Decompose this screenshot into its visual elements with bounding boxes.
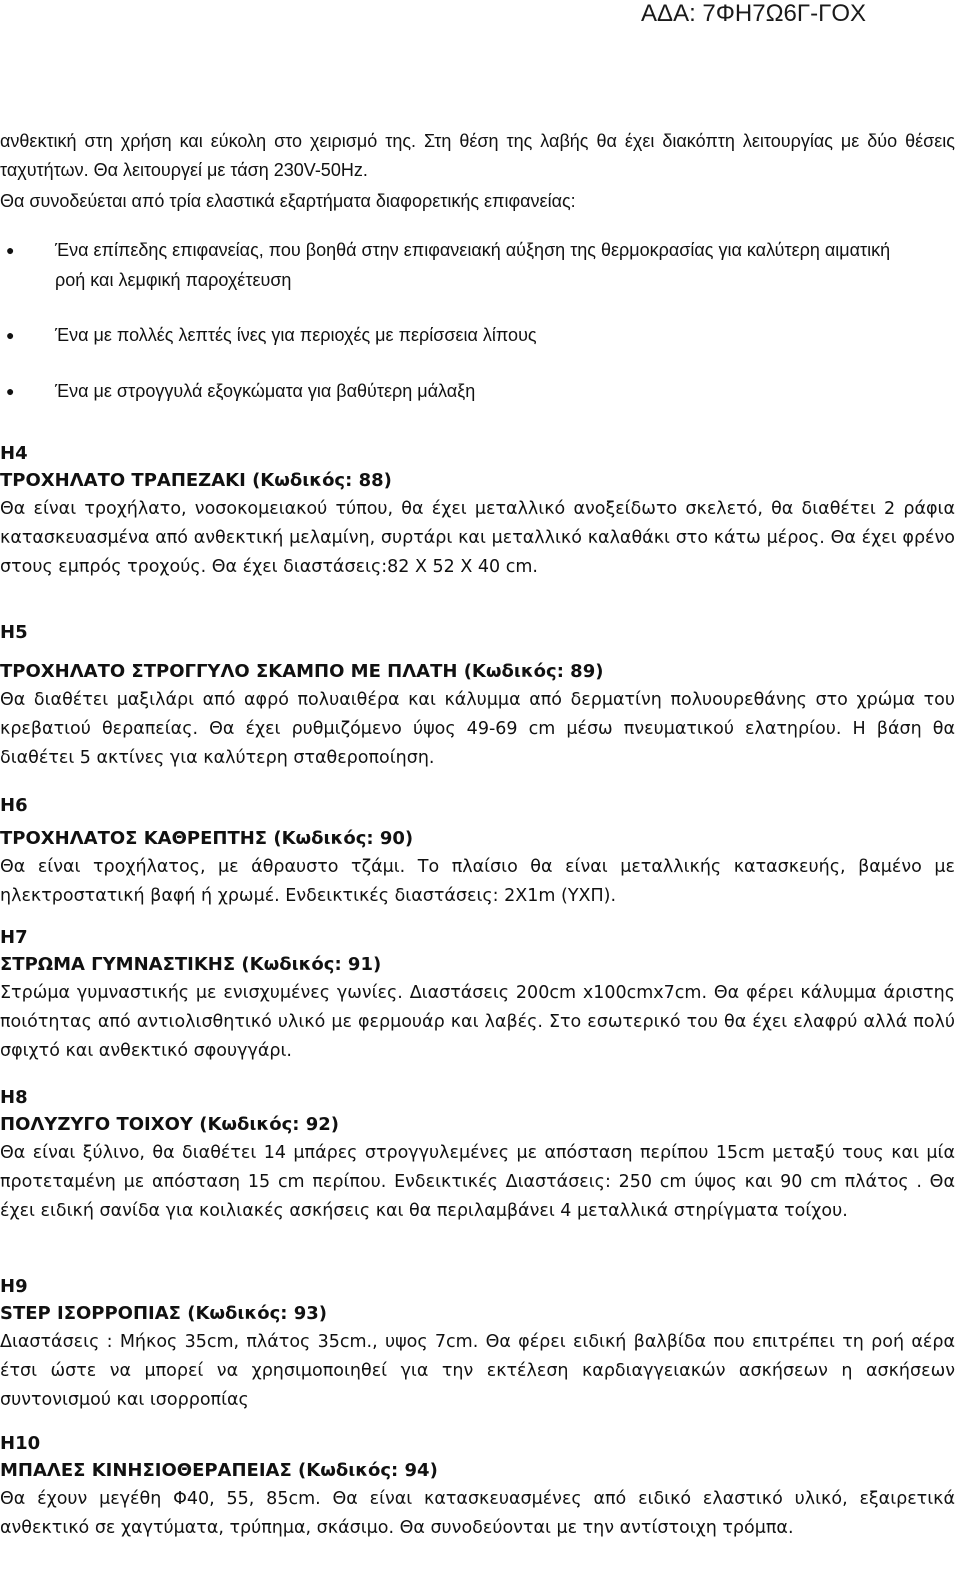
item-section-h6	[0, 793, 955, 911]
item-code: Η9	[0, 1276, 28, 1297]
item-description: Θα είναι τροχήλατο, νοσοκομειακού τύπου, θα έχει μεταλλικό ανοξείδωτο σκελετό, θα διαθέτει 2 ράφια κατασκευασμένα από ανθεκτική μελαμίνη, συρτάρι και μεταλλικό καλαθάκι στο κάτω μέρος. Θα έχει φρένο στους εμπρός τροχούς. Θα έχει διαστάσεις:82 Χ 52 Χ 40 cm.	[0, 499, 955, 578]
bullet-icon: ●	[6, 383, 15, 399]
item-title: ΤΡΟΧΗΛΑΤΟΣ ΚΑΘΡΕΠΤΗΣ (Κωδικός: 90)	[0, 828, 414, 849]
item-code: Η4	[0, 443, 28, 464]
item-section-h8	[0, 1085, 955, 1227]
item-section-h4	[0, 441, 955, 583]
item-code: Η8	[0, 1087, 28, 1108]
item-description: Διαστάσεις : Μήκος 35cm, πλάτος 35cm., υψος 7cm. Θα φέρει ειδική βαλβίδα που επιτρέπει τη ροή αέρα έτσι ώστε να μπορεί να χρησιμοποιηθεί για την εκτέλεση καρδιαγγειακών ασκήσεων η ασκήσεων συντονισμού και ισορροπίας	[0, 1332, 955, 1411]
bullet-icon: ●	[6, 327, 15, 343]
item-section-h5	[0, 620, 955, 774]
item-description: Θα είναι τροχήλατος, με άθραυστο τζάμι. Το πλαίσιο θα είναι μεταλλικής κατασκευής, βαμένο με ηλεκτροστατική βαφή ή χρωμέ. Ενδεικτικές διαστάσεις: 2Χ1m (ΥΧΠ).	[0, 857, 955, 907]
item-description: Στρώμα γυμναστικής με ενισχυμένες γωνίες. Διαστάσεις 200cm x100cmx7cm. Θα φέρει κάλυμμα άριστης ποιότητας από αντιολισθητικό υλικό με φερμουάρ και λαβές. Στο εσωτερικό του θα έχει ελαφρύ αλλά πολύ σφιχτό και ανθεκτικό σφουγγάρι.	[0, 983, 955, 1062]
item-title: STEP ΙΣΟΡΡΟΠΙΑΣ (Κωδικός: 93)	[0, 1303, 327, 1324]
item-title: ΤΡΟΧΗΛΑΤΟ ΣΤΡΟΓΓΥΛΟ ΣΚΑΜΠΟ ΜΕ ΠΛΑΤΗ (Κωδικός: 89)	[0, 661, 604, 682]
item-code: Η7	[0, 927, 28, 948]
accessories-intro: Θα συνοδεύεται από τρία ελαστικά εξαρτήματα διαφορετικής επιφανείας:	[0, 191, 576, 211]
item-description: Θα έχουν μεγέθη Φ40, 55, 85cm. Θα είναι κατασκευασμένες από ειδικό ελαστικό υλικό, εξαιρετικά ανθεκτικό σε χαγτύματα, τρύπημα, σκάσιμο. Θα συνοδεύονται με την αντίστοιχη τρόμπα.	[0, 1489, 955, 1539]
item-section-h10	[0, 1431, 955, 1543]
bullet-icon: ●	[6, 242, 15, 258]
item-code: Η6	[0, 795, 28, 816]
item-section-h7	[0, 925, 955, 1067]
item-description: Θα διαθέτει μαξιλάρι από αφρό πολυαιθέρα και κάλυμμα από δερματίνη πολυουρεθάνης στο χρώμα του κρεβατιού θεραπείας. Θα έχει ρυθμιζόμενο ύψος 49-69 cm μέσω πνευματικού ελατηρίου. Η βάση θα διαθέτει 5 ακτίνες για καλύτερη σταθεροποίηση.	[0, 690, 955, 769]
item-title: ΣΤΡΩΜΑ ΓΥΜΝΑΣΤΙΚΗΣ (Κωδικός: 91)	[0, 954, 382, 975]
list-item-text: Ένα επίπεδης επιφανείας, που βοηθά στην επιφανειακή αύξηση της θερμοκρασίας για καλύτερη αιματική ροή και λεμφική παροχέτευση	[55, 240, 891, 290]
list-item-text: Ένα με πολλές λεπτές ίνες για περιοχές με περίσσεια λίπους	[55, 325, 537, 345]
item-title: ΠΟΛΥΖΥΓΟ ΤΟΙΧΟΥ (Κωδικός: 92)	[0, 1114, 339, 1135]
ada-code: ΑΔΑ: 7ΦΗ7Ω6Γ-ΓΟΧ	[641, 0, 866, 27]
item-code: Η10	[0, 1433, 41, 1454]
item-title: ΜΠΑΛΕΣ ΚΙΝΗΣΙΟΘΕΡΑΠΕΙΑΣ (Κωδικός: 94)	[0, 1460, 438, 1481]
item-description: Θα είναι ξύλινο, θα διαθέτει 14 μπάρες στρογγυλεμένες με απόσταση περίπου 15cm μεταξύ τους και μία προτεταμένη με απόσταση 15 cm περίπου. Ενδεικτικές Διαστάσεις: 250 cm ύψος και 90 cm πλάτος . Θα έχει ειδική σανίδα για κοιλιακές ασκήσεις και θα περιλαμβάνει 4 μεταλλικά στηρίγματα τοίχου.	[0, 1143, 955, 1222]
item-section-h9	[0, 1274, 955, 1416]
list-item-text: Ένα με στρογγυλά εξογκώματα για βαθύτερη μάλαξη	[55, 381, 476, 401]
item-code: Η5	[0, 622, 28, 643]
intro-paragraph: ανθεκτική στη χρήση και εύκολη στο χειρισμό της. Στη θέση της λαβής θα έχει διακόπτη λειτουργίας με δύο θέσεις ταχυτήτων. Θα λειτουργεί με τάση 230V-50Hz.	[0, 131, 955, 181]
item-title: ΤΡΟΧΗΛΑΤΟ ΤΡΑΠΕΖΑΚΙ (Κωδικός: 88)	[0, 470, 392, 491]
